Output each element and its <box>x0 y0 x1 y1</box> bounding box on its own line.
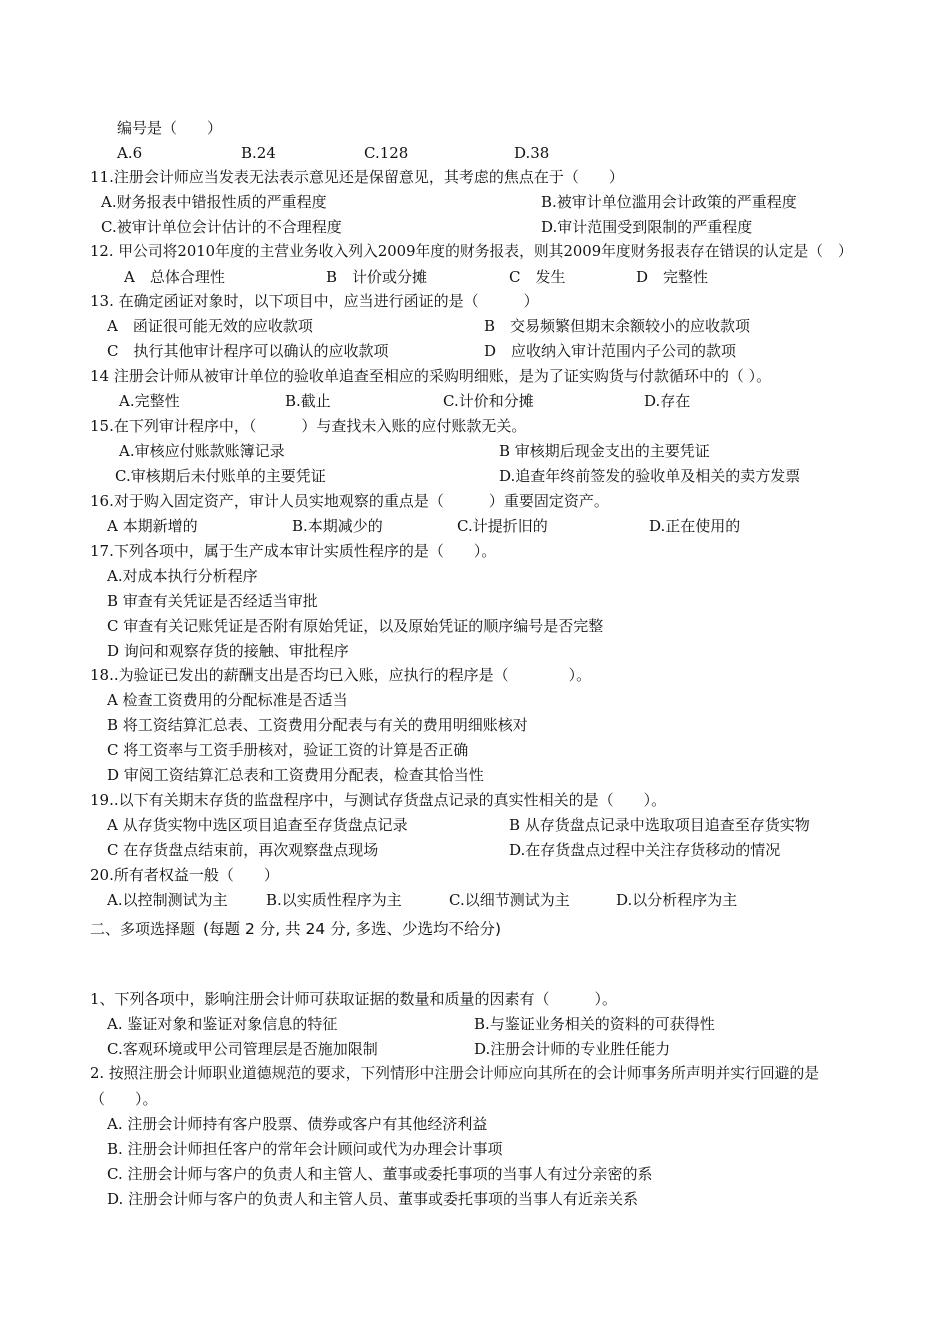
question-13-options-row1: A 函证很可能无效的应收款项 B 交易频繁但期末余额较小的应收款项 <box>107 317 751 335</box>
question-11-options-row2: C.被审计单位会计估计的不合理程度 D.审计范围受到限制的严重程度 <box>101 218 753 236</box>
question-15-stem: 15.在下列审计程序中，（ ）与查找未入账的应付账款无关。 <box>90 417 527 435</box>
question-17-option-d: D 询问和观察存货的接触、审批程序 <box>107 642 349 660</box>
question-11-stem: 11.注册会计师应当发表无法表示意见还是保留意见，其考虑的焦点在于（ ） <box>90 168 624 186</box>
multi-question-1-options-row1: A. 鉴证对象和鉴证对象信息的特征 B.与鉴证业务相关的资料的可获得性 <box>107 1015 715 1033</box>
section-2-note: (每题 2 分, 共 24 分, 多选、少选均不给分) <box>203 920 502 938</box>
question-18-option-b: B 将工资结算汇总表、工资费用分配表与有关的费用明细账核对 <box>107 716 528 734</box>
multi-question-1-stem: 1、下列各项中，影响注册会计师可获取证据的数量和质量的因素有（ ）。 <box>90 990 618 1008</box>
multi-question-2-option-d: D. 注册会计师与客户的负责人和主管人员、董事或委托事项的当事人有近亲关系 <box>107 1190 639 1208</box>
question-17-option-c: C 审查有关记账凭证是否附有原始凭证，以及原始凭证的顺序编号是否完整 <box>107 617 604 635</box>
multi-question-2-option-c: C. 注册会计师与客户的负责人和主管人、董事或委托事项的当事人有过分亲密的系 <box>107 1165 653 1183</box>
question-14-options: A.完整性 B.截止 C.计价和分摊 D.存在 <box>119 392 691 410</box>
question-16-stem: 16.对于购入固定资产，审计人员实地观察的重点是（ ）重要固定资产。 <box>90 492 609 510</box>
question-17-option-a: A.对成本执行分析程序 <box>107 567 258 585</box>
question-18-stem: 18..为验证已发出的薪酬支出是否均已入账，应执行的程序是（ ）。 <box>90 666 592 684</box>
question-16-options: A 本期新增的 B.本期减少的 C.计提折旧的 D.正在使用的 <box>107 517 741 535</box>
question-18-option-d: D 审阅工资结算汇总表和工资费用分配表，检查其恰当性 <box>107 766 484 784</box>
question-19-options-row2: C 在存货盘点结束前，再次观察盘点现场 D.在存货盘点过程中关注存货移动的情况 <box>107 841 781 859</box>
question-10-options <box>0 142 950 164</box>
question-14-stem: 14 注册会计师从被审计单位的验收单追查至相应的采购明细账，是为了证实购货与付款循环中的（ ）。 <box>90 367 772 385</box>
question-15-options-row2: C.审核期后未付账单的主要凭证 D.追查年终前签发的验收单及相关的卖方发票 <box>115 467 801 485</box>
section-2-title: 二、多项选择题 <box>90 920 196 938</box>
question-15-options-row1: A.审核应付账款账簿记录 B 审核期后现金支出的主要凭证 <box>119 442 710 460</box>
question-12-stem: 12. 甲公司将2010年度的主营业务收入列入2009年度的财务报表，则其2009年度财务报表存在错误的认定是（ ） <box>90 243 853 260</box>
question-12-options: A 总体合理性 B 计价或分摊 C 发生 D 完整性 <box>124 268 709 286</box>
option-b: B.24 <box>241 144 276 162</box>
option-c: C.128 <box>364 144 409 162</box>
question-20-stem: 20.所有者权益一般（ ） <box>90 866 279 884</box>
question-20-options: A.以控制测试为主 B.以实质性程序为主 C.以细节测试为主 D.以分析程序为主 <box>107 891 738 909</box>
question-19-stem: 19..以下有关期末存货的监盘程序中，与测试存货盘点记录的真实性相关的是（ ）。 <box>90 791 667 809</box>
multi-question-2-option-a: A. 注册会计师持有客户股票、债券或客户有其他经济利益 <box>107 1115 488 1133</box>
question-17-stem: 17.下列各项中，属于生产成本审计实质性程序的是（ ）。 <box>90 542 497 560</box>
question-18-option-a: A 检查工资费用的分配标准是否适当 <box>107 691 348 709</box>
question-17-option-b: B 审查有关凭证是否经适当审批 <box>107 592 318 610</box>
question-11-options-row1: A.财务报表中错报性质的严重程度 B.被审计单位滥用会计政策的严重程度 <box>101 193 797 211</box>
question-10-stem-tail: 编号是（ ） <box>117 119 223 137</box>
question-13-options-row2: C 执行其他审计程序可以确认的应收款项 D 应收纳入审计范围内子公司的款项 <box>107 342 737 360</box>
multi-question-1-options-row2: C.客观环境或甲公司管理层是否施加限制 D.注册会计师的专业胜任能力 <box>107 1040 671 1058</box>
multi-question-2-stem-tail: （ ）。 <box>90 1090 158 1108</box>
question-19-options-row1: A 从存货实物中选区项目追查至存货盘点记录 B 从存货盘点记录中选取项目追查至存货实物 <box>107 816 810 834</box>
option-d: D.38 <box>514 144 550 162</box>
multi-question-2-option-b: B. 注册会计师担任客户的常年会计顾问或代为办理会计事项 <box>107 1140 503 1158</box>
multi-question-2-stem: 2. 按照注册会计师职业道德规范的要求，下列情形中注册会计师应向其所在的会计师事务所声明并实行回避的是 <box>90 1065 820 1082</box>
question-18-option-c: C 将工资率与工资手册核对，验证工资的计算是否正确 <box>107 741 469 759</box>
section-2-heading <box>0 918 950 940</box>
option-a: A.6 <box>117 144 143 162</box>
question-13-stem: 13. 在确定函证对象时，以下项目中，应当进行函证的是（ ） <box>90 292 539 310</box>
